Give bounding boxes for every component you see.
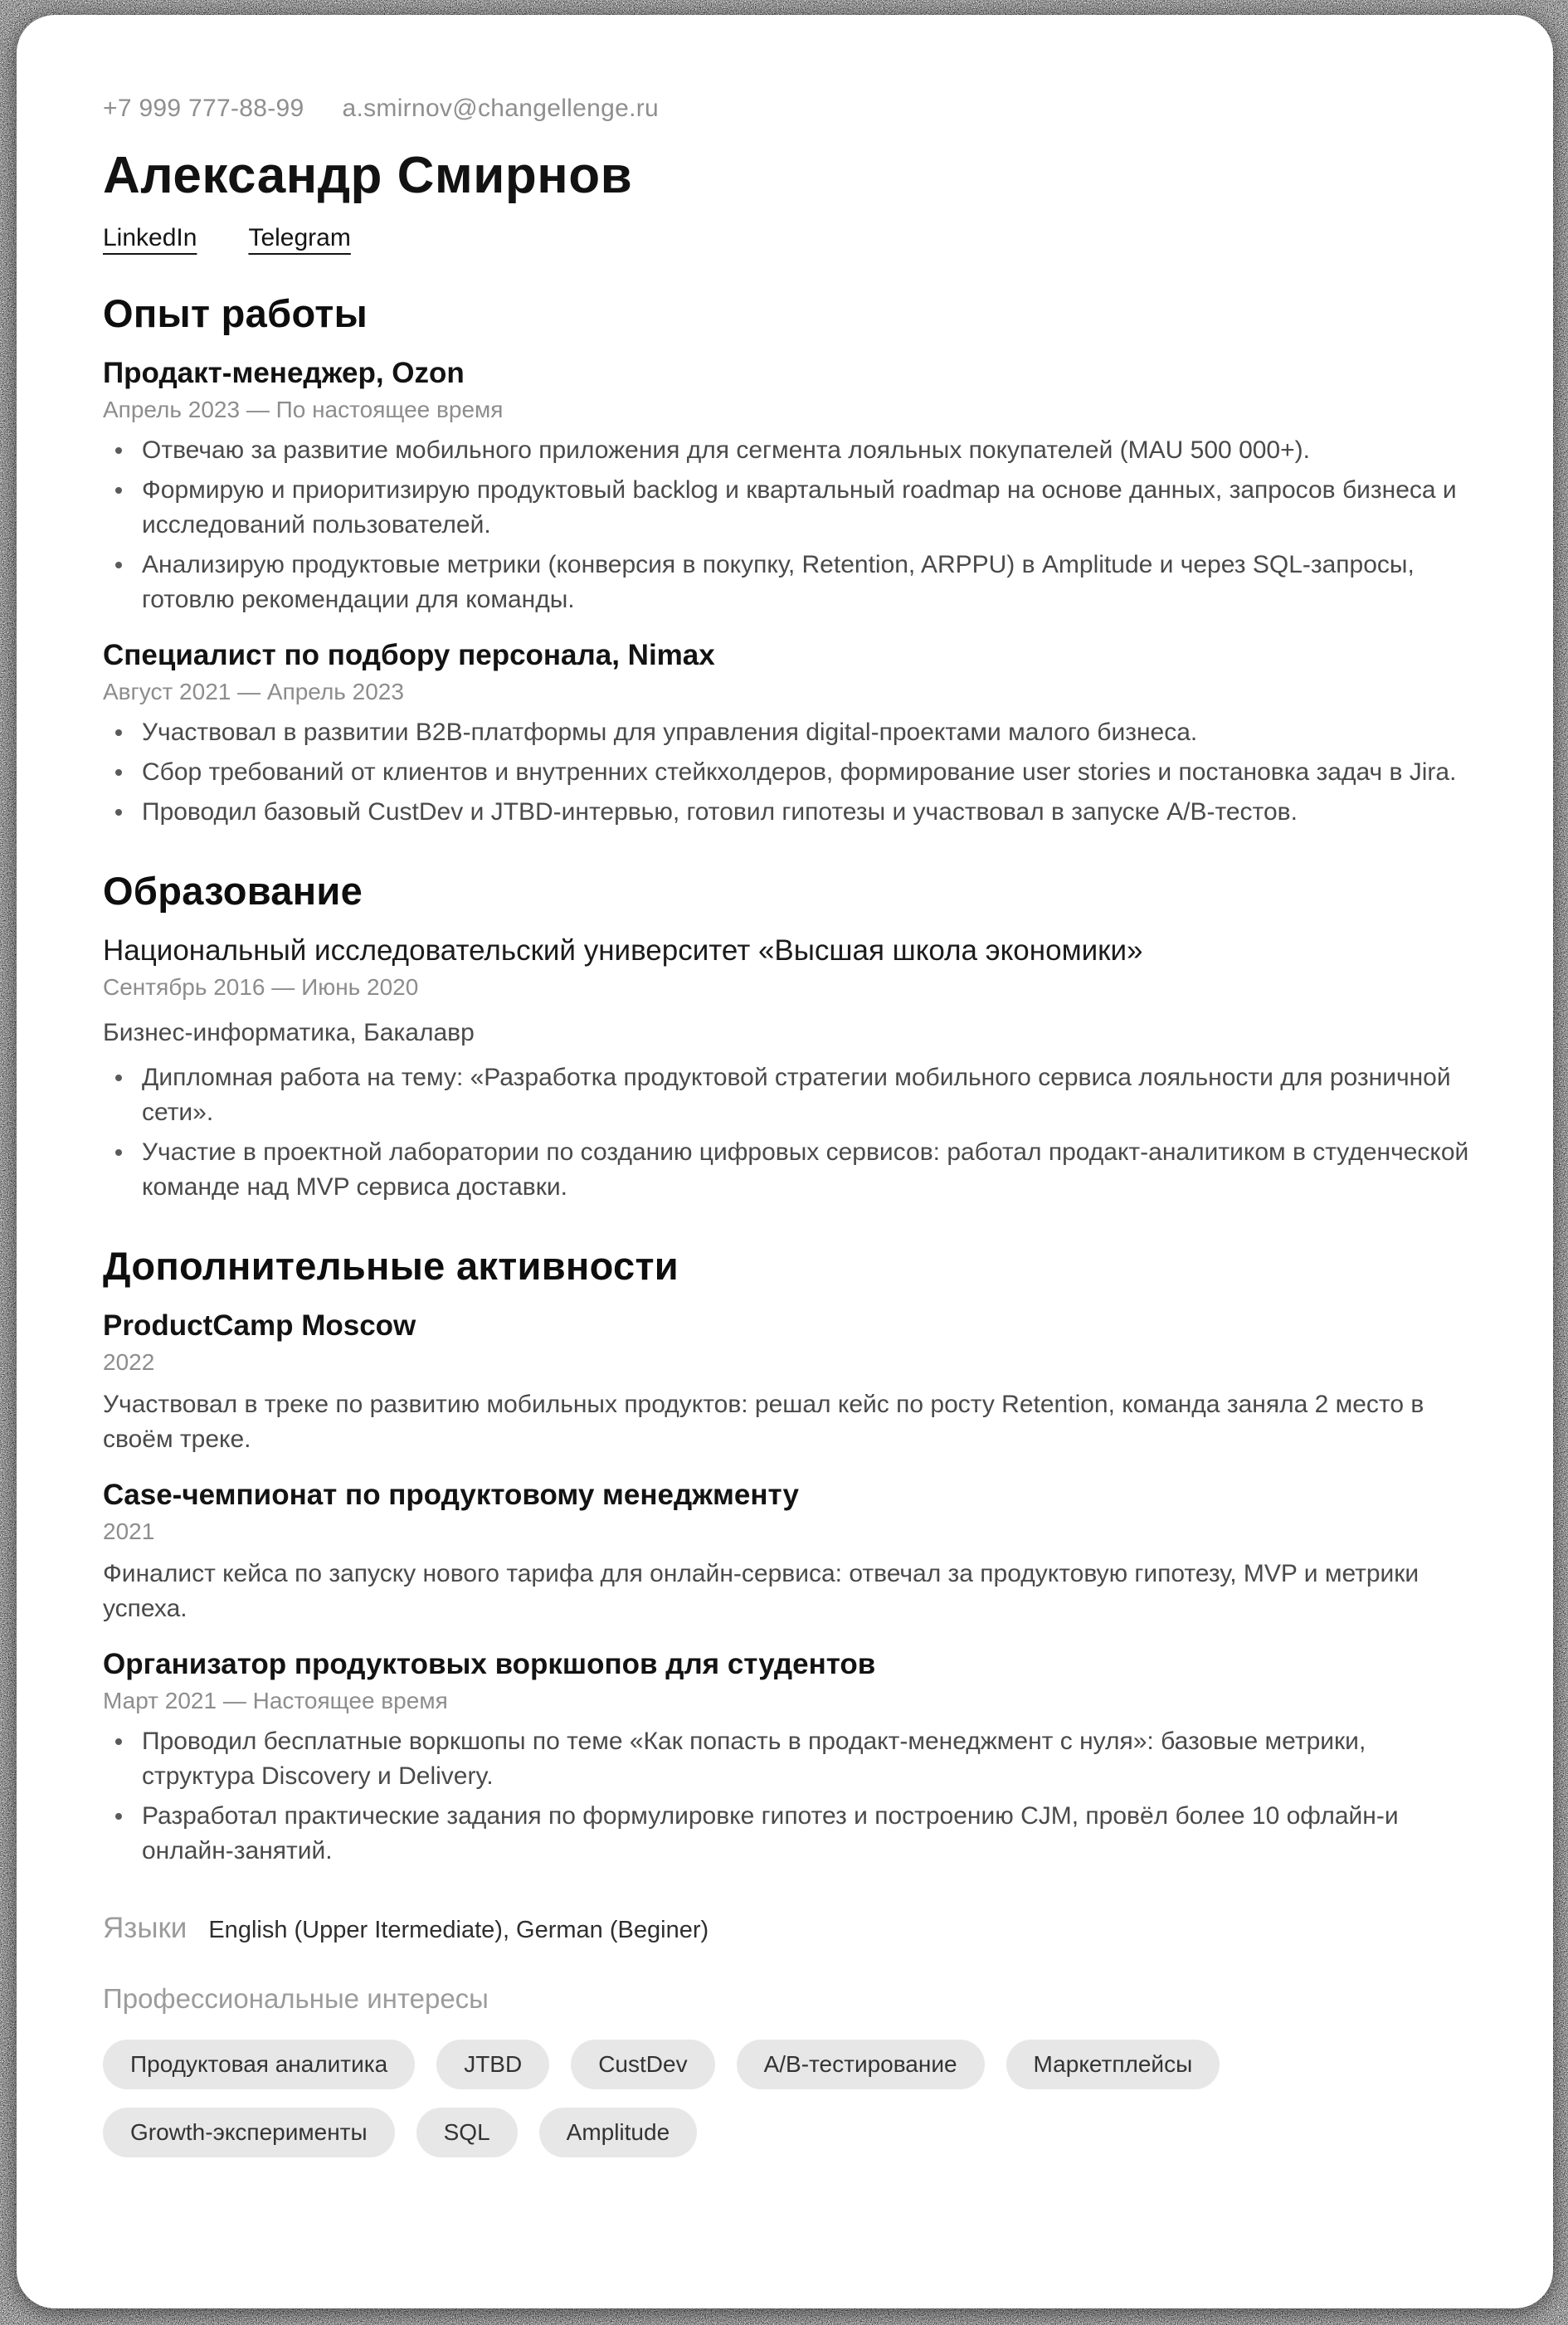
bullet: Отвечаю за развитие мобильного приложения для сегмента лояльных покупателей (MAU 500 000+). — [103, 433, 1477, 468]
bullet: Анализирую продуктовые метрики (конверсия в покупку, Retention, ARPPU) в Amplitude и через SQL-запросы, готовлю рекомендации для команды. — [103, 548, 1477, 617]
social-links — [103, 224, 1477, 252]
languages-row — [103, 1912, 1477, 1945]
activity-item — [103, 1309, 1477, 1457]
education-bullets — [103, 1060, 1477, 1205]
languages-value: English (Upper Itermediate), German (Beginer) — [208, 1917, 709, 1943]
section-interests — [103, 1983, 1477, 2157]
interest-tag: Amplitude — [539, 2108, 698, 2157]
bullet: Проводил базовый CustDev и JTBD-интервью, готовил гипотезы и участвовал в запуске A/B-тестов. — [103, 795, 1477, 830]
resume-page — [17, 15, 1553, 2308]
telegram-link[interactable]: Telegram — [248, 224, 351, 251]
interest-tag: Growth-эксперименты — [103, 2108, 395, 2157]
section-activities — [103, 1245, 1477, 1869]
interest-tags — [103, 2040, 1331, 2157]
interest-tag: SQL — [416, 2108, 518, 2157]
languages-label: Языки — [103, 1912, 187, 1944]
education-title: Образование — [103, 869, 363, 913]
degree: Бизнес-информатика, Бакалавр — [103, 1019, 475, 1046]
job-title: Специалист по подбору персонала, Nimax — [103, 639, 715, 671]
job-bullets — [103, 715, 1477, 830]
interest-tag: Маркетплейсы — [1006, 2040, 1220, 2089]
activity-title: ProductCamp Moscow — [103, 1309, 416, 1342]
section-experience — [103, 292, 1477, 830]
bullet: Дипломная работа на тему: «Разработка продуктовой стратегии мобильного сервиса лояльности для розничной сети». — [103, 1060, 1477, 1130]
bullet: Формирую и приоритизирую продуктовый backlog и квартальный roadmap на основе данных, запросов бизнеса и исследований пользователей. — [103, 473, 1477, 543]
activity-description: Финалист кейса по запуску нового тарифа для онлайн-сервиса: отвечал за продуктовую гипотезу, MVP и метрики успеха. — [103, 1560, 1419, 1622]
school-name: Национальный исследовательский университет «Высшая школа экономики» — [103, 934, 1143, 967]
interests-title: Профессиональные интересы — [103, 1983, 489, 2014]
person-name: Александр Смирнов — [103, 147, 633, 204]
activity-bullets — [103, 1724, 1477, 1869]
contact-row — [103, 95, 1477, 123]
activity-dates: 2022 — [103, 1349, 155, 1375]
activity-dates: 2021 — [103, 1518, 155, 1544]
activity-item — [103, 1648, 1477, 1869]
job-dates: Август 2021 — Апрель 2023 — [103, 679, 404, 704]
interest-tag: A/B-тестирование — [737, 2040, 985, 2089]
job-dates: Апрель 2023 — По настоящее время — [103, 397, 504, 422]
phone-number: +7 999 777-88-99 — [103, 95, 304, 122]
bullet: Участвовал в развитии B2B-платформы для управления digital-проектами малого бизнеса. — [103, 715, 1477, 750]
linkedin-link[interactable]: LinkedIn — [103, 224, 197, 251]
interest-tag: Продуктовая аналитика — [103, 2040, 415, 2089]
job-item — [103, 357, 1477, 617]
interest-tag: CustDev — [571, 2040, 714, 2089]
activity-description: Участвовал в треке по развитию мобильных продуктов: решал кейс по росту Retention, команда заняла 2 место в своём треке. — [103, 1391, 1424, 1453]
activity-item — [103, 1479, 1477, 1626]
bullet: Сбор требований от клиентов и внутренних стейкхолдеров, формирование user stories и постановка задач в Jira. — [103, 755, 1477, 790]
job-item — [103, 639, 1477, 830]
activity-title: Организатор продуктовых воркшопов для студентов — [103, 1648, 876, 1680]
activity-title: Case-чемпионат по продуктовому менеджменту — [103, 1479, 799, 1511]
education-dates: Сентябрь 2016 — Июнь 2020 — [103, 974, 419, 1000]
section-education — [103, 870, 1477, 1205]
job-bullets — [103, 433, 1477, 617]
experience-title: Опыт работы — [103, 291, 368, 335]
bullet: Разработал практические задания по формулировке гипотез и построению CJM, провёл более 10 офлайн-и онлайн-занятий. — [103, 1799, 1477, 1869]
email-address: a.smirnov@changellenge.ru — [342, 95, 659, 122]
activities-title: Дополнительные активности — [103, 1244, 679, 1288]
bullet: Проводил бесплатные воркшопы по теме «Как попасть в продакт-менеджмент с нуля»: базовые метрики, структура Discovery и Delivery. — [103, 1724, 1477, 1794]
bullet: Участие в проектной лаборатории по созданию цифровых сервисов: работал продакт-аналитиком в студенческой команде над MVP сервиса доставки. — [103, 1135, 1477, 1205]
activity-dates: Март 2021 — Настоящее время — [103, 1688, 448, 1713]
job-title: Продакт-менеджер, Ozon — [103, 357, 465, 389]
interest-tag: JTBD — [436, 2040, 549, 2089]
